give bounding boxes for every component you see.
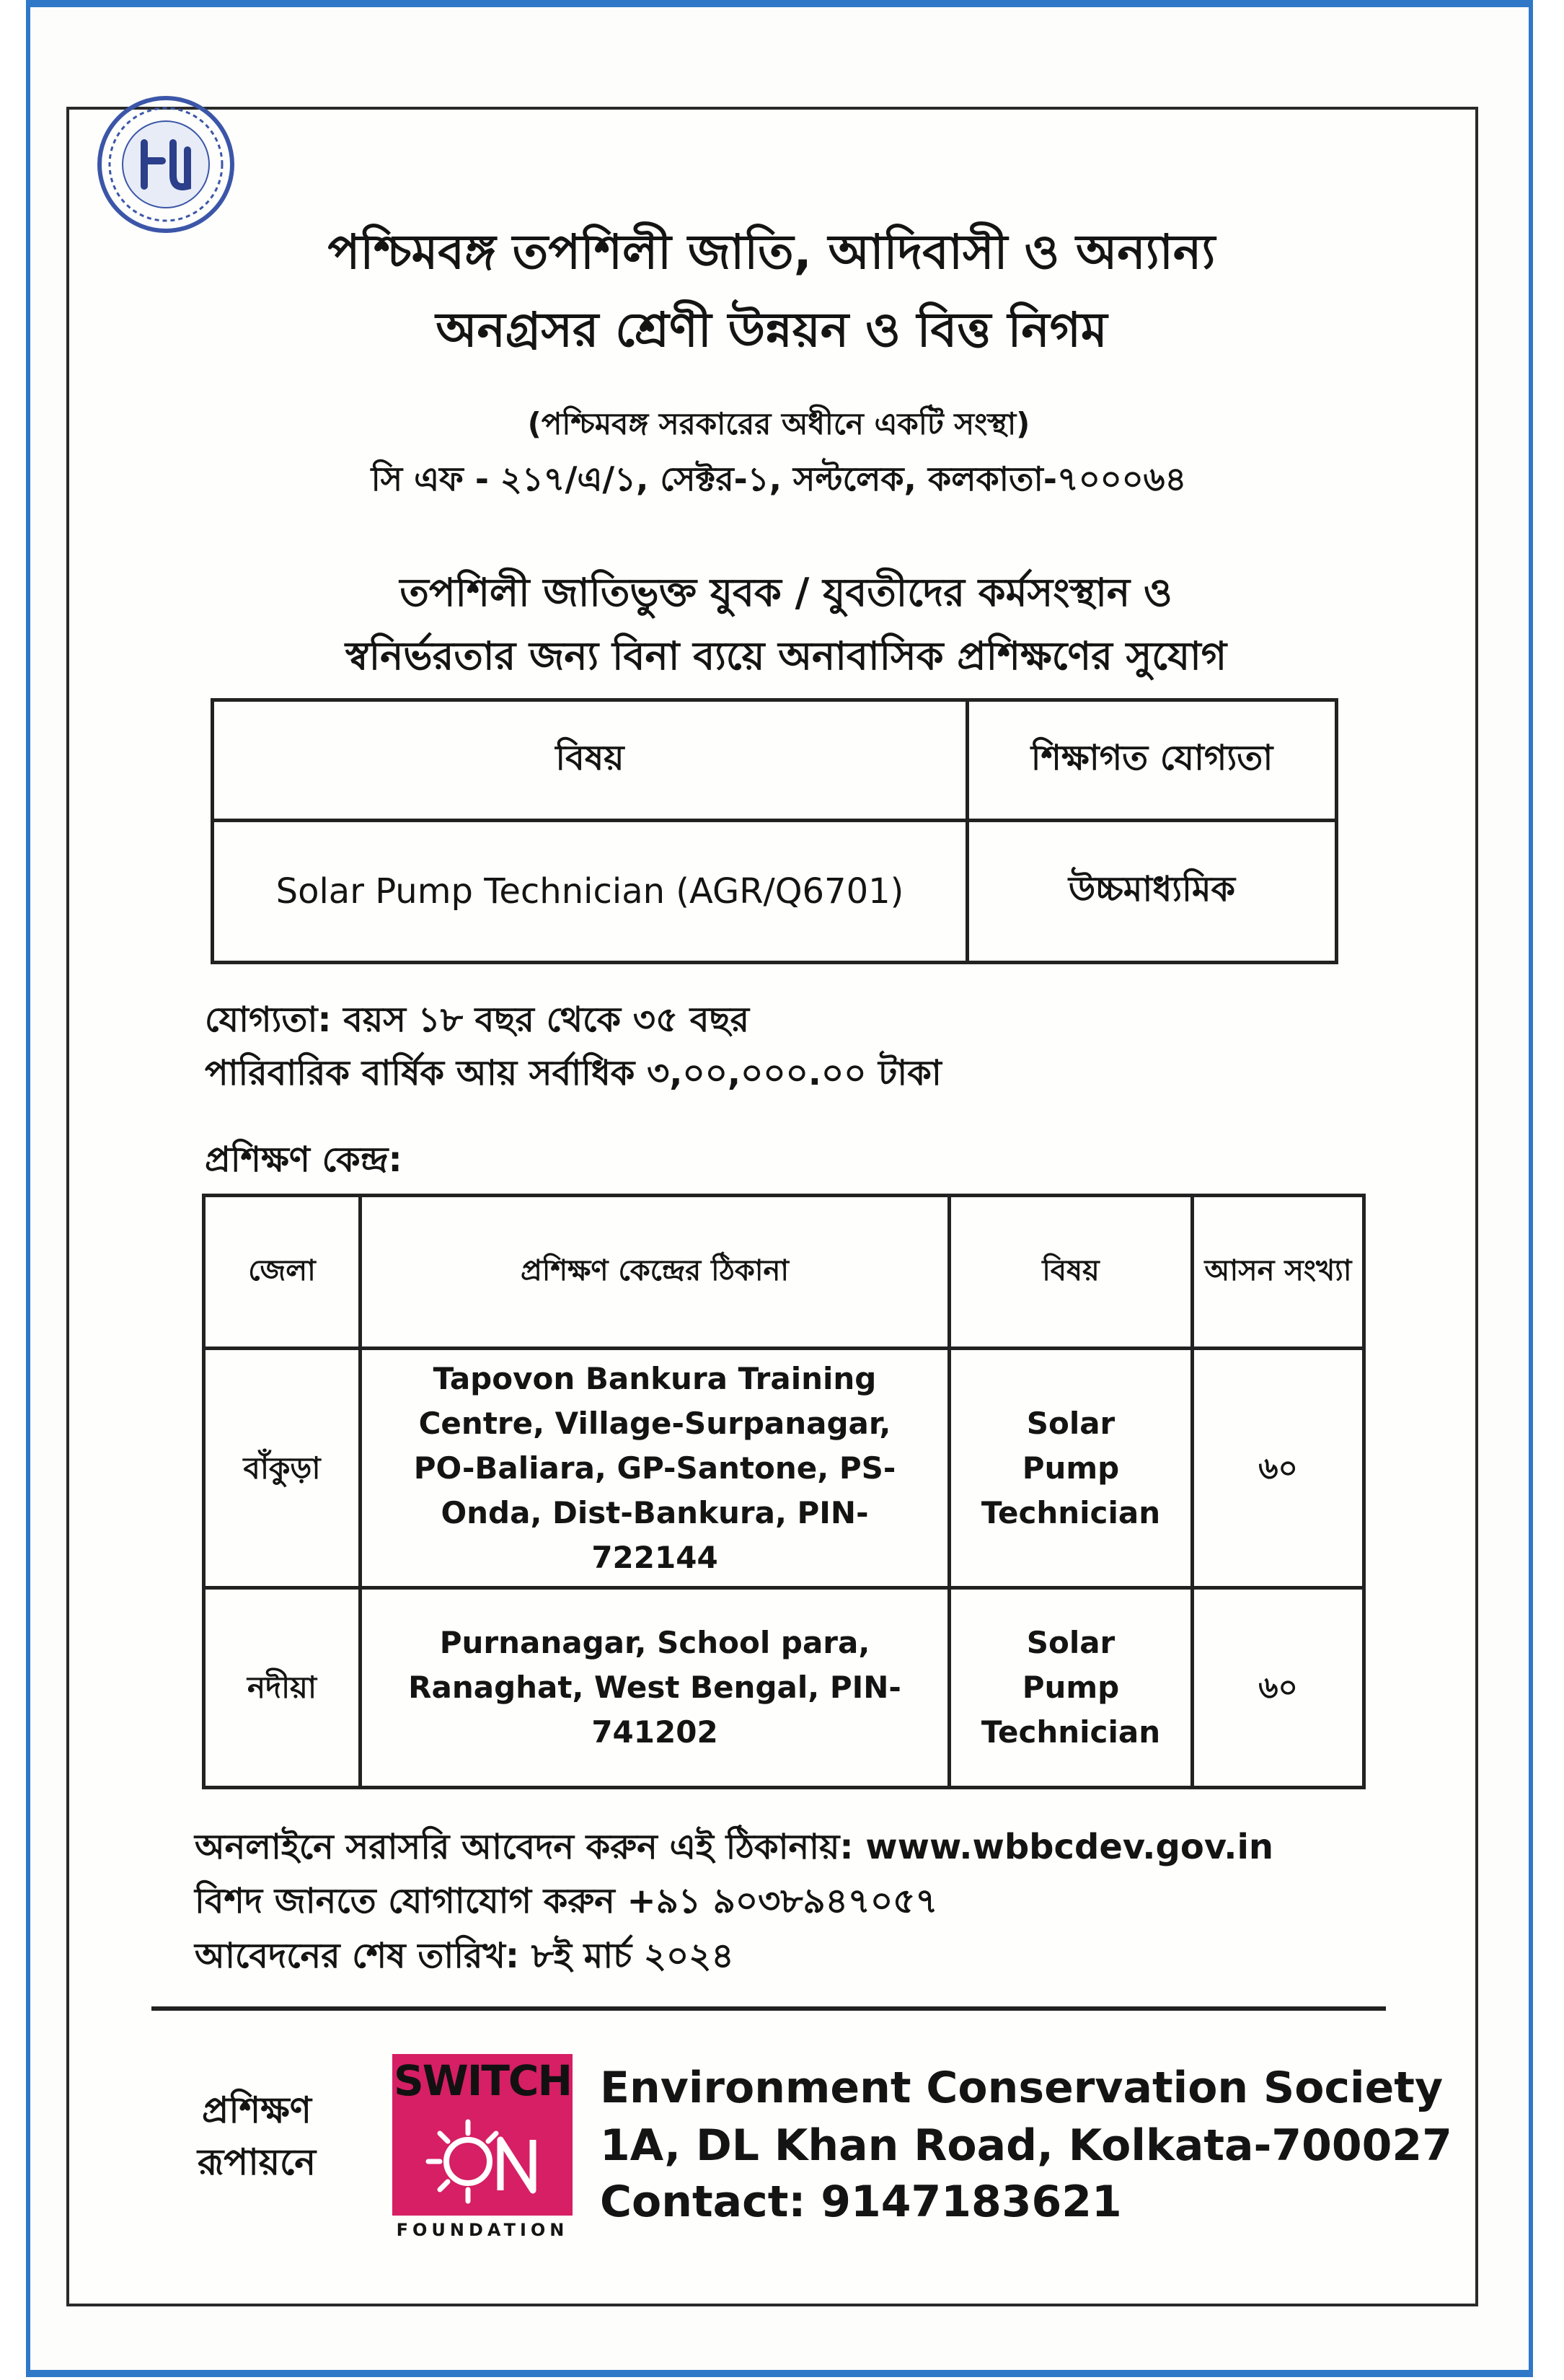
table-row xyxy=(204,1588,1364,1788)
seats-cell: ৬০ xyxy=(1193,1588,1364,1788)
partner-org-name: Environment Conservation Society xyxy=(600,2063,1444,2113)
government-seal-icon xyxy=(94,92,238,237)
sun-icon xyxy=(392,2107,573,2216)
table-row xyxy=(204,1349,1364,1588)
apply-online-text: অনলাইনে সরাসরি আবেদন করুন এই ঠিকানায়: www.wbbcdev.gov.in xyxy=(195,1827,1274,1867)
divider xyxy=(151,2006,1386,2011)
header-subject: বিষয় xyxy=(950,1196,1193,1349)
table-row xyxy=(213,821,1337,963)
course-qualification: উচ্চমাধ্যমিক xyxy=(968,821,1337,963)
partner-address: 1A, DL Khan Road, Kolkata-700027 xyxy=(600,2120,1452,2171)
headline-line2: স্বনির্ভরতার জন্য বিনা ব্যয়ে অনাবাসিক প্রশিক্ষণের সুযোগ xyxy=(345,633,1227,679)
eligibility-income: পারিবারিক বার্ষিক আয় সর্বাধিক ৩,০০,০০০.০০ টাকা xyxy=(205,1053,942,1093)
district-cell: বাঁকুড়া xyxy=(204,1349,361,1588)
org-name-line1: পশ্চিমবঙ্গ তপশিলী জাতি, আদিবাসী ও অন্যান্য xyxy=(327,224,1216,280)
district-cell: নদীয়া xyxy=(204,1588,361,1788)
contact-text: বিশদ জানতে যোগাযোগ করুন +৯১ ৯০৩৮৯৪৭০৫৭ xyxy=(195,1881,938,1921)
headline-line1: তপশিলী জাতিভুক্ত যুবক / যুবতীদের কর্মসংস্থান ও xyxy=(399,570,1172,615)
subject-cell: Solar Pump Technician xyxy=(950,1588,1193,1788)
header-qualification: শিক্ষাগত যোগ্যতা xyxy=(968,700,1337,821)
seats-cell: ৬০ xyxy=(1193,1349,1364,1588)
switch-logo-mark xyxy=(392,2107,573,2216)
header-district: জেলা xyxy=(204,1196,361,1349)
deadline-text: আবেদনের শেষ তারিখ: ৮ই মার্চ ২০২৪ xyxy=(195,1936,734,1976)
partner-contact: Contact: 9147183621 xyxy=(600,2177,1122,2227)
org-subtitle: (পশ্চিমবঙ্গ সরকারের অধীনে একটি সংস্থা) xyxy=(527,406,1030,441)
eligibility-age: যোগ্যতা: বয়স ১৮ বছর থেকে ৩৫ বছর xyxy=(205,1000,750,1040)
address-cell: Purnanagar, School para, Ranaghat, West Bengal, PIN-741202 xyxy=(361,1588,950,1788)
switch-logo-foundation: FOUNDATION xyxy=(396,2220,569,2240)
address-cell: Tapovon Bankura Training Centre, Village-Surpanagar, PO-Baliara, GP-Santone, PS-Onda, Dist-Bankura, PIN-722144 xyxy=(361,1349,950,1588)
switch-logo-word: SWITCH xyxy=(392,2054,573,2107)
training-implemented-label: প্রশিক্ষণ রূপায়নে xyxy=(197,2089,317,2183)
centres-table-header xyxy=(204,1196,1364,1349)
header-subject: বিষয় xyxy=(213,700,968,821)
org-address: সি এফ - ২১৭/এ/১, সেক্টর-১, সল্টলেক, কলকাতা-৭০০০৬৪ xyxy=(371,459,1187,498)
centres-table xyxy=(202,1194,1366,1789)
course-table-header xyxy=(213,700,1337,821)
centres-label: প্রশিক্ষণ কেন্দ্র: xyxy=(205,1140,402,1180)
course-table xyxy=(211,698,1338,964)
header-address: প্রশিক্ষণ কেন্দ্রের ঠিকানা xyxy=(361,1196,950,1349)
header-seats: আসন সংখ্যা xyxy=(1193,1196,1364,1349)
org-name-line2: অনগ্রসর শ্রেণী উন্নয়ন ও বিত্ত নিগম xyxy=(436,302,1108,358)
subject-cell: Solar Pump Technician xyxy=(950,1349,1193,1588)
switch-foundation-logo xyxy=(392,2054,573,2249)
course-name: Solar Pump Technician (AGR/Q6701) xyxy=(213,821,968,963)
